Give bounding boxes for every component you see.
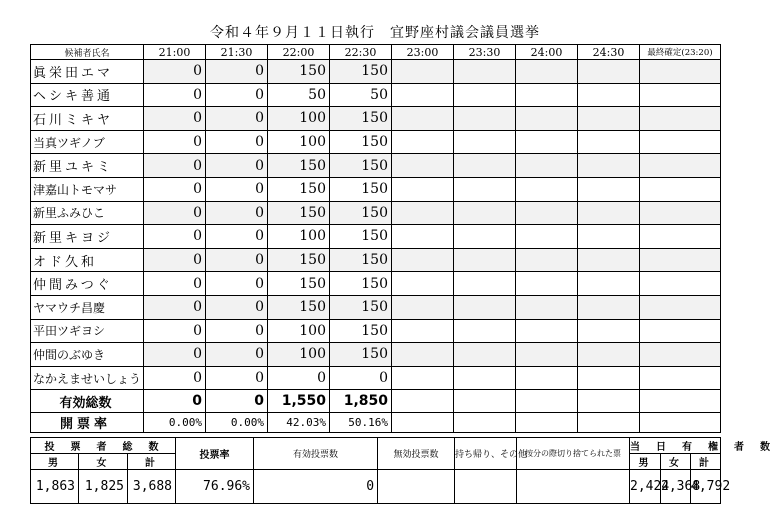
vote-cell (454, 107, 516, 131)
vote-cell: 150 (268, 248, 330, 272)
vote-cell: 150 (330, 343, 392, 367)
vote-cell: 0 (206, 177, 268, 201)
total-cell (392, 390, 454, 413)
vote-cell (454, 343, 516, 367)
vote-cell (516, 201, 578, 225)
vote-cell: 150 (330, 248, 392, 272)
total-cell: 0 (206, 390, 268, 413)
rate-cell: 0.00% (144, 413, 206, 433)
vote-cell (454, 60, 516, 84)
vote-cell (454, 201, 516, 225)
candidate-name: 当真ツギノブ (31, 130, 144, 154)
female-header: 女 (79, 454, 128, 470)
candidate-name: 新里ユキミ (31, 154, 144, 178)
vote-cell (578, 343, 640, 367)
vote-cell (578, 60, 640, 84)
vote-cell (578, 248, 640, 272)
vote-cell (454, 83, 516, 107)
candidate-name: 眞栄田エマ (31, 60, 144, 84)
time-header: 24:00 (516, 45, 578, 60)
takehome-header: 持ち帰り、その他 (455, 438, 517, 470)
total-cell (454, 390, 516, 413)
vote-cell (392, 248, 454, 272)
vote-cell (454, 248, 516, 272)
vote-cell: 100 (268, 319, 330, 343)
vote-cell: 50 (268, 83, 330, 107)
vote-cell: 0 (206, 248, 268, 272)
vote-cell: 0 (206, 107, 268, 131)
time-header: 21:30 (206, 45, 268, 60)
rounding-value (517, 470, 630, 504)
vote-cell: 0 (144, 177, 206, 201)
vote-cell (392, 343, 454, 367)
rate-cell: 42.03% (268, 413, 330, 433)
vote-cell (454, 272, 516, 296)
candidate-name: 仲間みつぐ (31, 272, 144, 296)
voters-male: 1,863 (31, 470, 79, 504)
registered-female: 2,368 (661, 470, 691, 504)
vote-cell (578, 272, 640, 296)
rate-row (31, 413, 721, 433)
total-header: 計 (691, 454, 721, 470)
vote-cell (640, 319, 721, 343)
invalid-value (378, 470, 455, 504)
vote-cell: 0 (144, 343, 206, 367)
vote-cell (454, 130, 516, 154)
vote-cell: 150 (268, 154, 330, 178)
turnout-value: 76.96% (176, 470, 254, 504)
rounding-header: 按分の際切り捨てられた票 (517, 438, 630, 470)
rate-cell (516, 413, 578, 433)
vote-cell (392, 60, 454, 84)
vote-cell (392, 177, 454, 201)
vote-cell: 150 (330, 225, 392, 249)
candidate-name: ヘシキ善通 (31, 83, 144, 107)
vote-cell: 150 (330, 130, 392, 154)
vote-cell (578, 107, 640, 131)
time-header: 21:00 (144, 45, 206, 60)
vote-cell: 0 (144, 366, 206, 390)
registered-total: 4,792 (691, 470, 721, 504)
total-cell (640, 390, 721, 413)
vote-cell (516, 295, 578, 319)
vote-cell: 0 (144, 272, 206, 296)
vote-cell: 150 (268, 177, 330, 201)
vote-cell: 0 (206, 83, 268, 107)
candidate-column-header: 候補者氏名 (31, 45, 144, 60)
vote-cell (640, 201, 721, 225)
vote-cell (392, 107, 454, 131)
candidate-name: 石川ミキヤ (31, 107, 144, 131)
rate-label: 開票率 (31, 413, 144, 433)
vote-cell (516, 130, 578, 154)
vote-cell: 100 (268, 225, 330, 249)
time-header: 23:00 (392, 45, 454, 60)
candidate-name: オド久和 (31, 248, 144, 272)
male-header: 男 (31, 454, 79, 470)
page-title: 令和４年９月１１日執行 宜野座村議会議員選挙 (210, 25, 540, 41)
vote-cell (640, 60, 721, 84)
total-cell (516, 390, 578, 413)
female-header: 女 (661, 454, 691, 470)
vote-cell (454, 366, 516, 390)
voters-header: 投 票 者 総 数 (31, 438, 176, 454)
vote-cell: 0 (144, 154, 206, 178)
candidate-row (31, 319, 721, 343)
vote-cell: 0 (144, 295, 206, 319)
voters-female: 1,825 (79, 470, 128, 504)
vote-cell: 0 (206, 201, 268, 225)
vote-cell (578, 295, 640, 319)
vote-cell (516, 60, 578, 84)
valid-value: 0 (254, 470, 378, 504)
vote-cell (578, 201, 640, 225)
vote-cell: 0 (206, 60, 268, 84)
candidate-row (31, 83, 721, 107)
vote-cell: 0 (206, 343, 268, 367)
vote-cell (578, 319, 640, 343)
candidate-name: なかえませいしょう (31, 366, 144, 390)
vote-cell: 150 (330, 177, 392, 201)
vote-cell: 150 (330, 154, 392, 178)
vote-cell (392, 154, 454, 178)
vote-cell (454, 295, 516, 319)
vote-cell: 0 (206, 366, 268, 390)
vote-cell: 150 (330, 60, 392, 84)
totals-row (31, 390, 721, 413)
time-header: 22:30 (330, 45, 392, 60)
candidate-name: 新里ふみひこ (31, 201, 144, 225)
time-header: 23:30 (454, 45, 516, 60)
candidate-name: 新里キヨジ (31, 225, 144, 249)
candidate-row (31, 177, 721, 201)
vote-cell (392, 130, 454, 154)
vote-cell (640, 83, 721, 107)
vote-cell (640, 154, 721, 178)
vote-cell (640, 225, 721, 249)
vote-cell: 150 (330, 319, 392, 343)
vote-cell (578, 154, 640, 178)
vote-cell (640, 343, 721, 367)
vote-cell (640, 177, 721, 201)
candidate-row (31, 295, 721, 319)
vote-cell (516, 366, 578, 390)
vote-cell (578, 366, 640, 390)
vote-cell (392, 366, 454, 390)
candidate-row (31, 248, 721, 272)
vote-cell (516, 83, 578, 107)
candidate-name: 平田ツギヨシ (31, 319, 144, 343)
candidate-name: 仲間のぶゆき (31, 343, 144, 367)
candidate-row (31, 272, 721, 296)
vote-cell (640, 248, 721, 272)
vote-cell: 0 (144, 201, 206, 225)
vote-cell: 150 (330, 295, 392, 319)
registered-male: 2,424 (630, 470, 661, 504)
totals-label: 有効総数 (31, 390, 144, 413)
vote-cell: 0 (206, 319, 268, 343)
vote-cell: 0 (330, 366, 392, 390)
vote-cell (640, 272, 721, 296)
candidate-name: 津嘉山トモマサ (31, 177, 144, 201)
vote-cell (392, 319, 454, 343)
vote-cell (640, 366, 721, 390)
vote-cell (454, 319, 516, 343)
vote-cell: 0 (206, 272, 268, 296)
total-cell: 0 (144, 390, 206, 413)
results-table (30, 44, 721, 433)
final-header: 最終確定(23:20) (640, 45, 721, 60)
turnout-header: 投票率 (176, 438, 254, 470)
rate-cell (454, 413, 516, 433)
vote-cell: 150 (330, 272, 392, 296)
vote-cell: 0 (144, 248, 206, 272)
time-header: 22:00 (268, 45, 330, 60)
candidate-row (31, 366, 721, 390)
vote-cell: 100 (268, 107, 330, 131)
male-header: 男 (630, 454, 661, 470)
summary-table (30, 437, 773, 504)
vote-cell: 0 (144, 319, 206, 343)
header-row (31, 45, 721, 60)
vote-cell: 0 (144, 60, 206, 84)
vote-cell: 0 (206, 225, 268, 249)
total-cell: 1,550 (268, 390, 330, 413)
vote-cell (516, 319, 578, 343)
vote-cell (578, 225, 640, 249)
vote-cell: 0 (144, 225, 206, 249)
vote-cell (640, 130, 721, 154)
vote-cell (516, 272, 578, 296)
vote-cell: 0 (206, 154, 268, 178)
candidate-name: ヤマウチ昌慶 (31, 295, 144, 319)
vote-cell: 0 (268, 366, 330, 390)
total-cell: 1,850 (330, 390, 392, 413)
vote-cell (392, 225, 454, 249)
vote-cell (392, 201, 454, 225)
takehome-value (455, 470, 517, 504)
vote-cell: 100 (268, 130, 330, 154)
candidate-row (31, 60, 721, 84)
vote-cell (516, 248, 578, 272)
vote-cell: 0 (206, 130, 268, 154)
vote-cell (516, 225, 578, 249)
vote-cell (578, 130, 640, 154)
vote-cell (454, 177, 516, 201)
vote-cell: 0 (144, 83, 206, 107)
vote-cell: 150 (268, 295, 330, 319)
vote-cell: 150 (330, 201, 392, 225)
vote-cell: 100 (268, 343, 330, 367)
total-cell (578, 390, 640, 413)
vote-cell (392, 272, 454, 296)
vote-cell (392, 83, 454, 107)
vote-cell (516, 177, 578, 201)
vote-cell (516, 154, 578, 178)
vote-cell (578, 177, 640, 201)
vote-cell (516, 343, 578, 367)
rate-cell (578, 413, 640, 433)
invalid-header: 無効投票数 (378, 438, 455, 470)
rate-cell (640, 413, 721, 433)
valid-header: 有効投票数 (254, 438, 378, 470)
vote-cell (578, 83, 640, 107)
registered-header: 当 日 有 権 者 数 (630, 438, 721, 454)
vote-cell: 150 (268, 60, 330, 84)
time-header: 24:30 (578, 45, 640, 60)
vote-cell: 150 (268, 272, 330, 296)
vote-cell (640, 295, 721, 319)
candidate-row (31, 154, 721, 178)
candidate-row (31, 107, 721, 131)
vote-cell: 150 (330, 107, 392, 131)
vote-cell: 0 (144, 130, 206, 154)
candidate-row (31, 225, 721, 249)
vote-cell (640, 107, 721, 131)
vote-cell: 0 (144, 107, 206, 131)
vote-cell (392, 295, 454, 319)
candidate-row (31, 343, 721, 367)
voters-total: 3,688 (128, 470, 176, 504)
rate-cell: 0.00% (206, 413, 268, 433)
vote-cell (454, 225, 516, 249)
vote-cell: 50 (330, 83, 392, 107)
candidate-row (31, 201, 721, 225)
vote-cell (454, 154, 516, 178)
rate-cell (392, 413, 454, 433)
vote-cell (516, 107, 578, 131)
vote-cell: 150 (268, 201, 330, 225)
rate-cell: 50.16% (330, 413, 392, 433)
total-header: 計 (128, 454, 176, 470)
vote-cell: 0 (206, 295, 268, 319)
candidate-row (31, 130, 721, 154)
